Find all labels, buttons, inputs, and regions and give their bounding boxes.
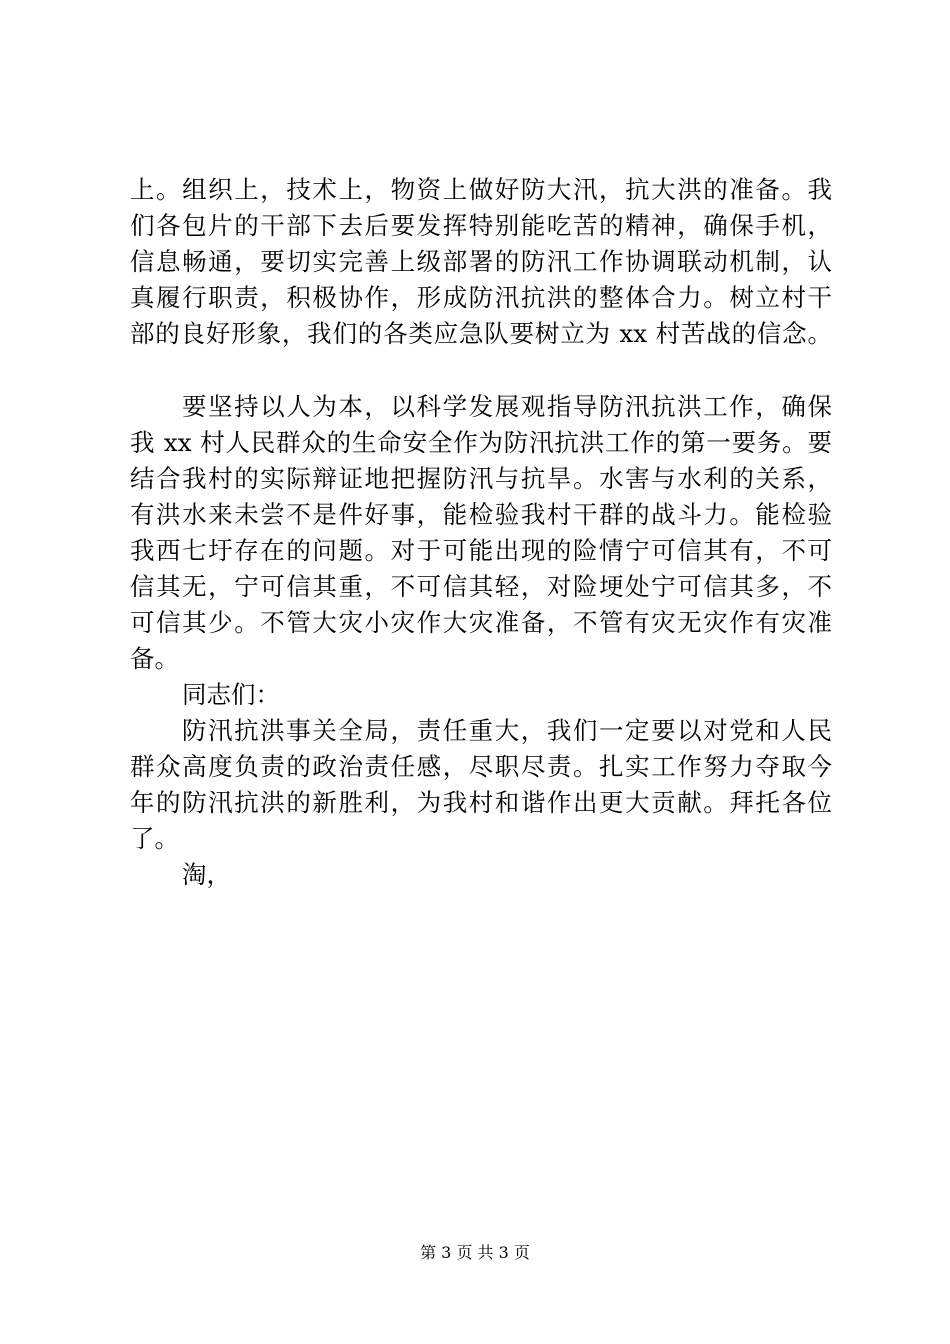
paragraph-line: 上。组织上，技术上，物资上做好防大汛，抗大洪的准备。我 bbox=[130, 175, 832, 204]
paragraph-line: 要坚持以人为本，以科学发展观指导防汛抗洪工作，确保 bbox=[182, 392, 832, 421]
paragraph-line: 信其无，宁可信其重，不可信其轻，对险埂处宁可信其多，不 bbox=[130, 572, 832, 601]
paragraph-line: 了。 bbox=[130, 824, 179, 853]
paragraph-line: 备。 bbox=[130, 644, 179, 673]
document-body bbox=[130, 172, 832, 893]
paragraph-1 bbox=[130, 172, 832, 352]
paragraph-gap bbox=[130, 352, 832, 389]
paragraph-line: 我西七圩存在的问题。对于可能出现的险情宁可信其有，不可 bbox=[130, 536, 832, 565]
paragraph-line: 可信其少。不管大灾小灾作大灾准备，不管有灾无灾作有灾准 bbox=[130, 608, 832, 637]
paragraph-line: 有洪水来未尝不是件好事，能检验我村干群的战斗力。能检验 bbox=[130, 500, 832, 529]
paragraph-line: 年的防汛抗洪的新胜利，为我村和谐作出更大贡献。拜托各位 bbox=[130, 788, 832, 817]
paragraph-3 bbox=[130, 713, 832, 857]
paragraph-line: 群众高度负责的政治责任感，尽职尽责。扎实工作努力夺取今 bbox=[130, 752, 832, 781]
salutation: 同志们： bbox=[182, 680, 280, 709]
page-number-footer: 第 3 页 共 3 页 bbox=[420, 1243, 530, 1262]
closing-text: 淘， bbox=[182, 860, 231, 889]
paragraph-2 bbox=[130, 389, 832, 677]
paragraph-line: 防汛抗洪事关全局，责任重大，我们一定要以对党和人民 bbox=[182, 716, 832, 745]
paragraph-line: 信息畅通，要切实完善上级部署的防汛工作协调联动机制，认 bbox=[130, 247, 832, 276]
paragraph-line: 部的良好形象，我们的各类应急队要树立为 xx 村苦战的信念。 bbox=[130, 319, 832, 348]
paragraph-line: 们各包片的干部下去后要发挥特别能吃苦的精神，确保手机， bbox=[130, 211, 832, 240]
paragraph-line: 真履行职责，积极协作，形成防汛抗洪的整体合力。树立村干 bbox=[130, 283, 832, 312]
paragraph-line: 我 xx 村人民群众的生命安全作为防汛抗洪工作的第一要务。要 bbox=[130, 428, 832, 457]
paragraph-line: 结合我村的实际辩证地把握防汛与抗旱。水害与水利的关系， bbox=[130, 464, 832, 493]
